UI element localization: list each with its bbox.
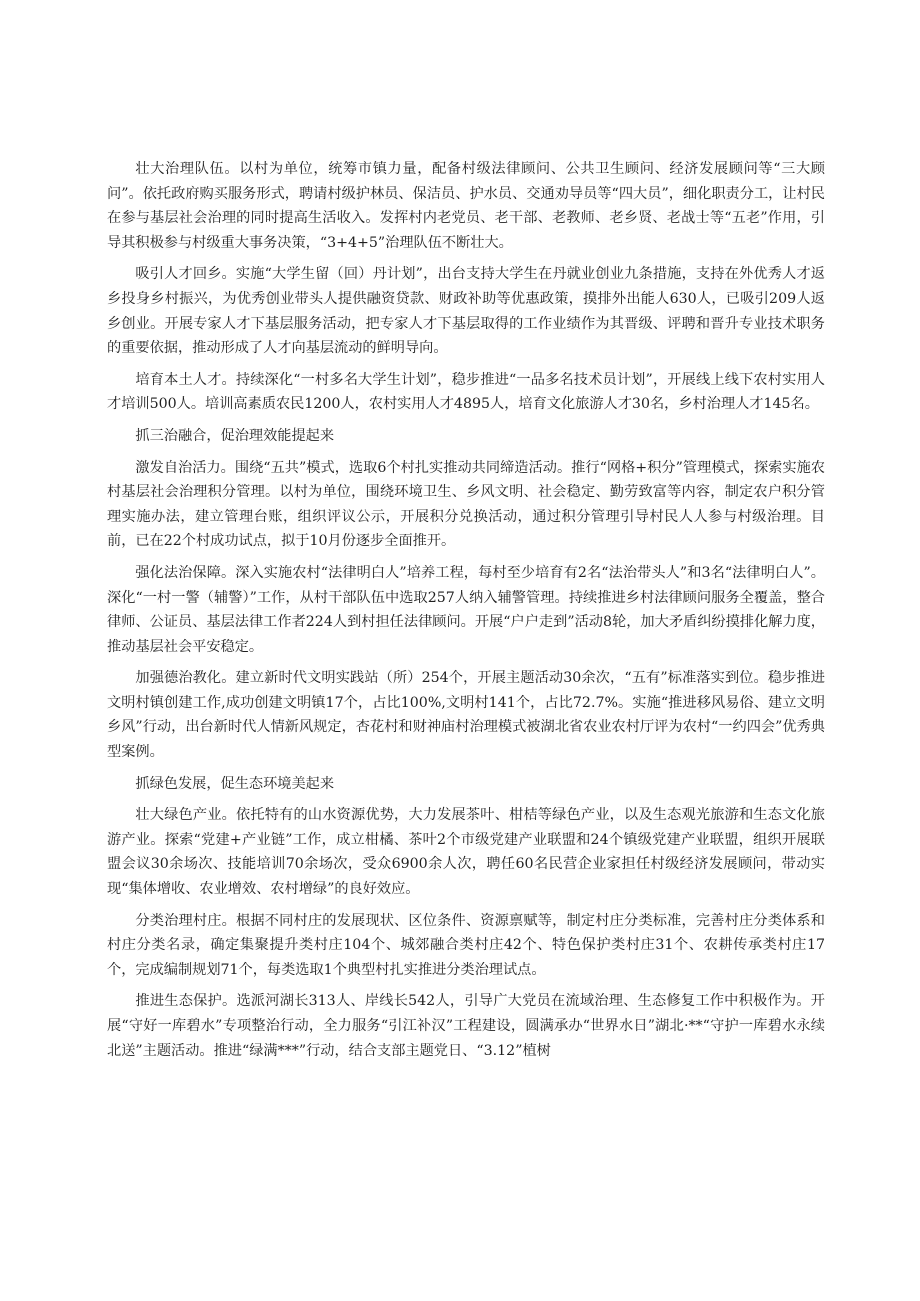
paragraph-governance-team: 壮大治理队伍。以村为单位，统筹市镇力量，配备村级法律顾问、公共卫生顾问、经济发展顾问等“三大顾问”。依托政府购买服务形式，聘请村级护林员、保洁员、护水员、交通劝导员等“四大员”，细化职责分工，让村民在参与基层社会治理的同时提高生活收入。发挥村内老党员、老干部、老教师、老乡贤、老战士等“五老”作用，引导其积极参与村级重大事务决策，“3+4+5”治理队伍不断壮大。: [107, 161, 825, 251]
paragraph-self-governance: 激发自治活力。围绕“五共”模式，选取6个村扎实推动共同缔造活动。推行“网格+积分”管理模式，探索实施农村基层社会治理积分管理。以村为单位，围绕环境卫生、乡风文明、社会稳定、勤劳致富等内容，制定农户积分管理实施办法，建立管理台账，组织评议公示，开展积分兑换活动，通过积分管理引导村民人人参与村级治理。目前，已在22个村成功试点，拟于10月份逐步全面推开。: [107, 459, 825, 550]
paragraph-moral-education: 加强德治教化。建立新时代文明实践站（所）254个，开展主题活动30余次，“五有”标准落实到位。稳步推进文明村镇创建工作,成功创建文明镇17个，占比100%,文明村141个，占比72.7%。实施“推进移风易俗、建立文明乡风”行动，出台新时代人情新风规定，杏花村和财神庙村治理模式被湖北省农业农村厅评为农村“一约四会”优秀典型案例。: [107, 670, 825, 761]
section-heading-three-governance: 抓三治融合，促治理效能提起来: [135, 427, 335, 444]
paragraph-attract-talent: 吸引人才回乡。实施“大学生留（回）丹计划”，出台支持大学生在丹就业创业九条措施，支持在外优秀人才返乡投身乡村振兴，为优秀创业带头人提供融资贷款、财政补助等优惠政策，摸排外出能人630人，已吸引209人返乡创业。开展专家人才下基层服务活动，把专家人才下基层取得的工作业绩作为其晋级、评聘和晋升专业技术职务的重要依据，推动形成了人才向基层流动的鲜明导向。: [107, 266, 825, 357]
paragraph-village-classification: 分类治理村庄。根据不同村庄的发展现状、区位条件、资源禀赋等，制定村庄分类标准，完善村庄分类体系和村庄分类名录，确定集聚提升类村庄104个、城郊融合类村庄42个、特色保护类村庄31个、农耕传承类村庄17个，完成编制规划71个，每类选取1个典型村扎实推进分类治理试点。: [107, 912, 825, 978]
paragraph-ecological-protection: 推进生态保护。选派河湖长313人、岸线长542人，引导广大党员在流域治理、生态修复工作中积极作为。开展“守好一库碧水”专项整治行动，全力服务“引江补汉”工程建设，圆满承办“世界水日”湖北·**“守护一库碧水永续北送”主题活动。推进“绿满***”行动，结合支部主题党日、“3.12”植树: [107, 993, 825, 1059]
section-heading-green-development: 抓绿色发展，促生态环境美起来: [135, 775, 335, 792]
paragraph-rule-of-law: 强化法治保障。深入实施农村“法律明白人”培养工程，每村至少培育有2名“法治带头人”和3名“法律明白人”。深化“一村一警（辅警）”工作，从村干部队伍中选取257人纳入辅警管理。持续推进乡村法律顾问服务全覆盖，整合律师、公证员、基层法律工作者224人到村担任法律顾问。开展“户户走到”活动8轮，加大矛盾纠纷摸排化解力度，推动基层社会平安稳定。: [107, 564, 825, 655]
paragraph-cultivate-talent: 培育本土人才。持续深化“一村多名大学生计划”，稳步推进“一品多名技术员计划”，开展线上线下农村实用人才培训500人。培训高素质农民1200人，农村实用人才4895人，培育文化旅游人才30名，乡村治理人才145名。: [107, 371, 825, 413]
paragraph-green-industry: 壮大绿色产业。依托特有的山水资源优势，大力发展茶叶、柑桔等绿色产业，以及生态观光旅游和生态文化旅游产业。探索“党建+产业链”工作，成立柑橘、茶叶2个市级党建产业联盟和24个镇级党建产业联盟，组织开展联盟会议30余场次、技能培训70余场次，受众6900余人次，聘任60名民营企业家担任村级经济发展顾问，带动实现“集体增收、农业增效、农村增绿”的良好效应。: [107, 807, 825, 898]
document-body: [107, 157, 825, 1070]
